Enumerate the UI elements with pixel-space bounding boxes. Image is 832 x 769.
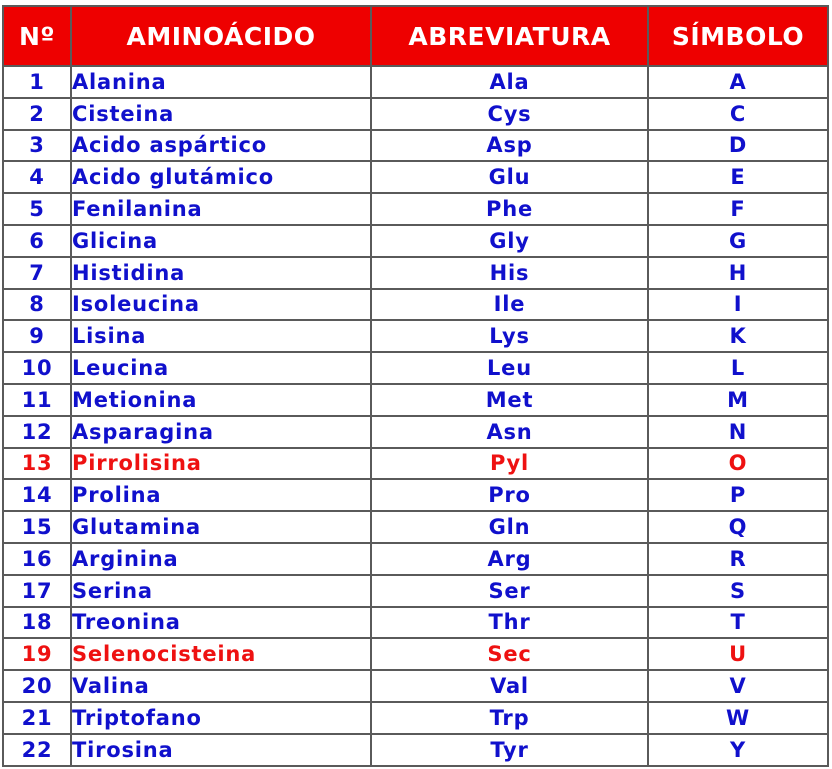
amino-acid-name: Pirrolisina [72,449,372,481]
row-number: 1 [4,67,72,99]
table-row [4,258,829,290]
amino-acid-abbreviation: Phe [372,194,649,226]
amino-acid-name: Valina [72,671,372,703]
row-number: 6 [4,226,72,258]
amino-acid-symbol: M [649,385,829,417]
amino-acid-name: Leucina [72,353,372,385]
table-row [4,703,829,735]
header-number: Nº [4,7,72,67]
amino-acid-symbol: P [649,480,829,512]
amino-acid-abbreviation: Sec [372,639,649,671]
amino-acid-abbreviation: Thr [372,608,649,640]
amino-acid-abbreviation: Gln [372,512,649,544]
amino-acid-abbreviation: Leu [372,353,649,385]
amino-acid-symbol: V [649,671,829,703]
header-row [4,7,829,67]
amino-acid-symbol: O [649,449,829,481]
amino-acid-name: Serina [72,576,372,608]
row-number: 7 [4,258,72,290]
amino-acid-name: Tirosina [72,735,372,767]
table-row [4,480,829,512]
amino-acid-name: Cisteina [72,99,372,131]
row-number: 13 [4,449,72,481]
table-row [4,226,829,258]
amino-acid-name: Selenocisteina [72,639,372,671]
amino-acid-name: Prolina [72,480,372,512]
row-number: 22 [4,735,72,767]
amino-acid-abbreviation: Ile [372,290,649,322]
amino-acid-symbol: A [649,67,829,99]
row-number: 16 [4,544,72,576]
table-body [4,67,829,767]
table-row [4,512,829,544]
amino-acid-symbol: S [649,576,829,608]
header-amino-acid: AMINOÁCIDO [72,7,372,67]
amino-acid-abbreviation: Arg [372,544,649,576]
amino-acid-symbol: Q [649,512,829,544]
amino-acid-name: Metionina [72,385,372,417]
amino-acid-name: Acido aspártico [72,131,372,163]
table-row [4,99,829,131]
row-number: 18 [4,608,72,640]
row-number: 5 [4,194,72,226]
amino-acid-symbol: W [649,703,829,735]
amino-acid-symbol: F [649,194,829,226]
row-number: 15 [4,512,72,544]
row-number: 2 [4,99,72,131]
amino-acid-abbreviation: Met [372,385,649,417]
table-row [4,194,829,226]
amino-acid-name: Arginina [72,544,372,576]
amino-acid-abbreviation: Tyr [372,735,649,767]
table-row [4,449,829,481]
table-row [4,162,829,194]
table-row [4,671,829,703]
amino-acid-symbol: K [649,321,829,353]
amino-acid-abbreviation: Asn [372,417,649,449]
amino-acid-symbol: E [649,162,829,194]
row-number: 4 [4,162,72,194]
table-row [4,385,829,417]
table-row [4,353,829,385]
amino-acid-name: Isoleucina [72,290,372,322]
amino-acid-symbol: I [649,290,829,322]
amino-acid-name: Alanina [72,67,372,99]
amino-acid-symbol: L [649,353,829,385]
amino-acid-abbreviation: Cys [372,99,649,131]
row-number: 21 [4,703,72,735]
amino-acid-name: Glicina [72,226,372,258]
amino-acid-symbol: N [649,417,829,449]
row-number: 14 [4,480,72,512]
amino-acid-symbol: H [649,258,829,290]
table-header [4,7,829,67]
amino-acid-symbol: R [649,544,829,576]
amino-acid-table [2,5,829,767]
amino-acid-name: Treonina [72,608,372,640]
table-row [4,417,829,449]
amino-acid-name: Asparagina [72,417,372,449]
amino-acid-name: Fenilanina [72,194,372,226]
table-row [4,131,829,163]
row-number: 12 [4,417,72,449]
row-number: 8 [4,290,72,322]
table-row [4,608,829,640]
amino-acid-name: Triptofano [72,703,372,735]
amino-acid-symbol: C [649,99,829,131]
amino-acid-name: Glutamina [72,512,372,544]
amino-acid-name: Lisina [72,321,372,353]
table-row [4,639,829,671]
amino-acid-abbreviation: Pro [372,480,649,512]
table-row [4,576,829,608]
amino-acid-abbreviation: His [372,258,649,290]
row-number: 9 [4,321,72,353]
amino-acid-symbol: T [649,608,829,640]
table-row [4,290,829,322]
table-row [4,321,829,353]
row-number: 20 [4,671,72,703]
amino-acid-abbreviation: Val [372,671,649,703]
amino-acid-abbreviation: Ser [372,576,649,608]
table-row [4,544,829,576]
amino-acid-abbreviation: Lys [372,321,649,353]
row-number: 11 [4,385,72,417]
amino-acid-symbol: D [649,131,829,163]
table-row [4,735,829,767]
row-number: 19 [4,639,72,671]
row-number: 3 [4,131,72,163]
header-symbol: SÍMBOLO [649,7,829,67]
amino-acid-symbol: U [649,639,829,671]
amino-acid-abbreviation: Glu [372,162,649,194]
amino-acid-name: Histidina [72,258,372,290]
amino-acid-abbreviation: Trp [372,703,649,735]
table-row [4,67,829,99]
amino-acid-symbol: G [649,226,829,258]
amino-acid-abbreviation: Pyl [372,449,649,481]
row-number: 10 [4,353,72,385]
amino-acid-symbol: Y [649,735,829,767]
row-number: 17 [4,576,72,608]
header-abbreviation: ABREVIATURA [372,7,649,67]
amino-acid-abbreviation: Ala [372,67,649,99]
amino-acid-name: Acido glutámico [72,162,372,194]
amino-acid-abbreviation: Asp [372,131,649,163]
amino-acid-abbreviation: Gly [372,226,649,258]
